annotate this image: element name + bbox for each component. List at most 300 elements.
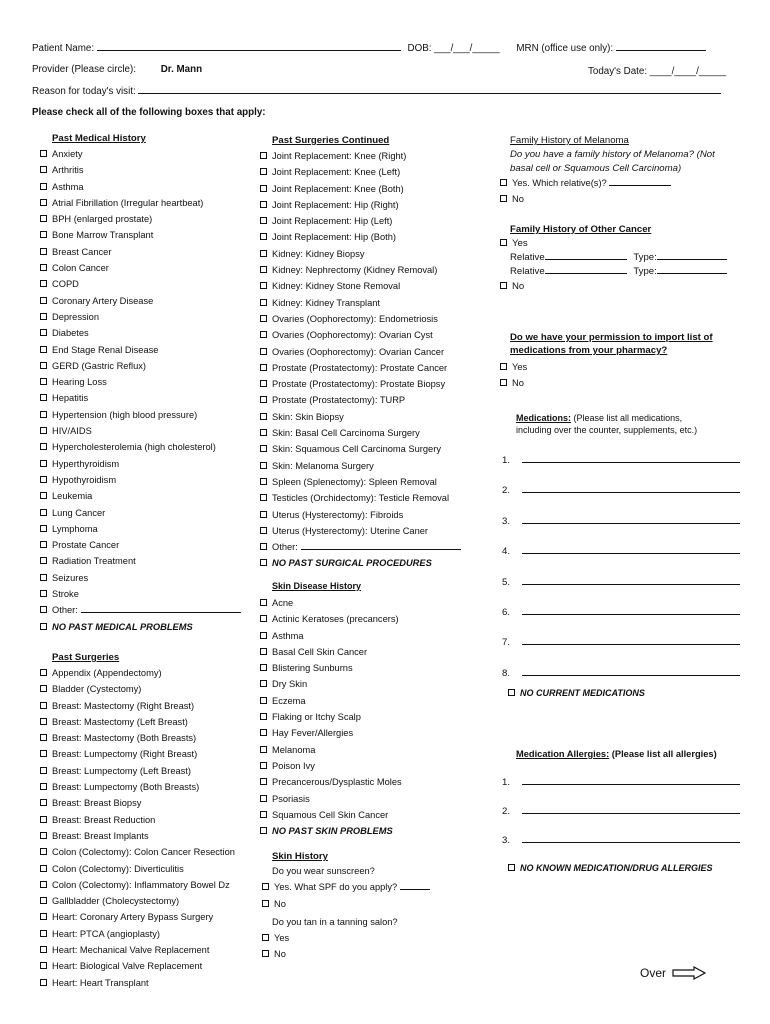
checkbox-label: Leukemia xyxy=(52,491,93,502)
allergies-line-2[interactable] xyxy=(502,806,740,817)
checkbox[interactable] xyxy=(40,476,47,483)
checkbox-item-prostate-cancer[interactable] xyxy=(40,537,241,553)
checkbox[interactable] xyxy=(40,443,47,450)
checkbox-label: Actinic Keratoses (precancers) xyxy=(272,614,399,625)
checkbox[interactable] xyxy=(40,702,47,709)
checkbox[interactable] xyxy=(40,734,47,741)
checkbox-item-diabetes[interactable] xyxy=(40,325,241,341)
checkbox-item-colon-colectomy-diverticulitis[interactable] xyxy=(40,861,235,877)
text-field[interactable] xyxy=(522,637,740,645)
past-medical-history-title: Past Medical History xyxy=(52,133,146,144)
checkbox[interactable] xyxy=(40,297,47,304)
checkbox[interactable] xyxy=(260,250,267,257)
checkbox-item-breast-lumpectomy-right-breast[interactable] xyxy=(40,746,235,762)
checkbox-item-heart-heart-transplant[interactable] xyxy=(40,975,235,991)
checkbox[interactable] xyxy=(260,429,267,436)
checkbox-item-hearing-loss[interactable] xyxy=(40,374,241,390)
line-number: 1. xyxy=(502,777,511,788)
checkbox-item-breast-mastectomy-right-breast[interactable] xyxy=(40,698,235,714)
mrn-label: MRN (office use only): xyxy=(516,43,614,54)
checkbox-label: Depression xyxy=(52,311,100,322)
past-surgeries-title: Past Surgeries xyxy=(52,652,120,663)
checkbox-item-breast-lumpectomy-left-breast[interactable] xyxy=(40,763,235,779)
checkbox[interactable] xyxy=(260,527,267,534)
checkbox-item-prostate-prostatectomy-turp[interactable] xyxy=(260,392,461,408)
relative-field-1[interactable] xyxy=(545,251,627,260)
allergies-line-3[interactable] xyxy=(502,835,740,846)
checkbox-label: Heart: Coronary Artery Bypass Surgery xyxy=(52,912,214,923)
family-other-cancer-no-option[interactable]: No xyxy=(500,279,727,295)
checkbox-label: Atrial Fibrillation (Irregular heartbeat) xyxy=(52,197,204,208)
sunscreen-yes-option[interactable]: Yes. What SPF do you apply? xyxy=(262,879,430,895)
checkbox-item-breast-breast-implants[interactable] xyxy=(40,828,235,844)
text-field[interactable] xyxy=(522,835,740,843)
checkbox-item-joint-replacement-knee-both[interactable] xyxy=(260,181,461,197)
skin-history-section xyxy=(272,851,328,862)
checkbox-item-joint-replacement-knee-left[interactable] xyxy=(260,164,461,180)
checkbox-item-kidney-kidney-biopsy[interactable] xyxy=(260,246,461,262)
over-indicator[interactable] xyxy=(640,966,706,980)
line-number: 1. xyxy=(502,455,511,466)
text-field[interactable] xyxy=(522,668,740,676)
checkbox-item-skin-skin-biopsy[interactable] xyxy=(260,409,461,425)
patient-name-field[interactable] xyxy=(97,42,401,51)
medications-title: Medications: xyxy=(516,413,572,423)
checkbox[interactable] xyxy=(40,750,47,757)
dob-field[interactable]: ___/___/_____ xyxy=(434,43,500,54)
medications-line-8[interactable] xyxy=(502,668,740,679)
checkbox[interactable] xyxy=(260,680,267,687)
checkbox-label: Breast: Breast Reduction xyxy=(52,814,156,825)
checkbox-item-kidney-nephrectomy-kidney-removal[interactable] xyxy=(260,262,461,278)
checkbox[interactable] xyxy=(500,282,507,289)
checkbox[interactable] xyxy=(260,282,267,289)
spf-field[interactable] xyxy=(400,881,430,890)
checkbox[interactable] xyxy=(40,718,47,725)
checkbox[interactable] xyxy=(262,900,269,907)
family-melanoma-section xyxy=(510,135,715,174)
checkbox-label: Breast: Lumpectomy (Right Breast) xyxy=(52,749,198,760)
other-option[interactable] xyxy=(40,602,241,618)
checkbox-label: Dry Skin xyxy=(272,679,308,690)
checkbox[interactable] xyxy=(508,689,515,696)
checkbox-item-joint-replacement-knee-right[interactable] xyxy=(260,148,461,164)
checkbox-label: Bladder (Cystectomy) xyxy=(52,684,142,695)
arrow-right-icon xyxy=(672,966,706,980)
checkbox-item-radiation-treatment[interactable] xyxy=(40,553,241,569)
text-field[interactable] xyxy=(522,485,740,493)
checkbox-item-heart-coronary-artery-bypass-surgery[interactable] xyxy=(40,909,235,925)
tanning-no-option[interactable]: No xyxy=(262,946,430,962)
checkbox[interactable] xyxy=(260,233,267,240)
checkbox-item-squamous-cell-skin-cancer[interactable] xyxy=(260,807,402,823)
checkbox[interactable] xyxy=(40,183,47,190)
checkbox-item-actinic-keratoses-precancers[interactable] xyxy=(260,611,402,627)
checkbox[interactable] xyxy=(40,590,47,597)
checkbox-item-hyperthyroidism[interactable] xyxy=(40,456,241,472)
reason-field[interactable] xyxy=(138,85,721,94)
checkbox-label: Joint Replacement: Knee (Right) xyxy=(272,151,407,161)
checkbox[interactable] xyxy=(260,664,267,671)
checkbox[interactable] xyxy=(260,762,267,769)
relative-field-2[interactable] xyxy=(545,265,627,274)
checkbox-item-blistering-sunburns[interactable] xyxy=(260,660,402,676)
checkbox-label: Skin: Skin Biopsy xyxy=(272,411,344,422)
relatives-field[interactable] xyxy=(609,177,671,186)
checkbox[interactable] xyxy=(40,329,47,336)
checkbox[interactable] xyxy=(40,509,47,516)
medications-line-4[interactable] xyxy=(502,546,740,557)
family-melanoma-title: Family History of Melanoma xyxy=(510,135,629,146)
checkbox-label: Asthma xyxy=(272,630,304,641)
pharmacy-yes-option[interactable]: Yes xyxy=(500,359,527,375)
checkbox-label: Breast: Mastectomy (Right Breast) xyxy=(52,700,195,711)
no-known-allergies-option[interactable]: NO KNOWN MEDICATION/DRUG ALLERGIES xyxy=(508,863,713,873)
checkbox[interactable] xyxy=(260,462,267,469)
checkbox[interactable] xyxy=(500,363,507,370)
medications-line-2[interactable] xyxy=(502,485,740,496)
checkbox[interactable] xyxy=(40,346,47,353)
checkbox[interactable] xyxy=(260,168,267,175)
checkbox[interactable] xyxy=(260,795,267,802)
checkbox-item-breast-mastectomy-left-breast[interactable] xyxy=(40,714,235,730)
checkbox[interactable] xyxy=(40,881,47,888)
line-number: 2. xyxy=(502,485,511,497)
checkbox[interactable] xyxy=(40,525,47,532)
checkbox-item-bladder-cystectomy[interactable] xyxy=(40,681,235,697)
checkbox-item-gallbladder-cholecystectomy[interactable] xyxy=(40,893,235,909)
checkbox-item-testicles-orchidectomy-testicle-removal[interactable] xyxy=(260,490,461,506)
checkbox[interactable] xyxy=(40,264,47,271)
checkbox[interactable] xyxy=(40,783,47,790)
other-option[interactable] xyxy=(260,539,461,555)
text-field[interactable] xyxy=(522,577,740,585)
checkbox-item-colon-colectomy-inflammatory-bowel-dz[interactable] xyxy=(40,877,235,893)
checkbox-item-seizures[interactable] xyxy=(40,570,241,586)
checkbox-item-kidney-kidney-transplant[interactable] xyxy=(260,295,461,311)
checkbox[interactable] xyxy=(260,729,267,736)
checkbox[interactable] xyxy=(260,827,267,834)
family-melanoma-yes-option[interactable]: Yes. Which relative(s)? xyxy=(500,175,671,191)
checkbox-item-colon-colectomy-colon-cancer-resection[interactable] xyxy=(40,844,235,860)
checkbox-item-spleen-splenectomy-spleen-removal[interactable] xyxy=(260,474,461,490)
checkbox-item-asthma[interactable] xyxy=(40,179,241,195)
checkbox-item-breast-cancer[interactable] xyxy=(40,244,241,260)
checkbox[interactable] xyxy=(40,231,47,238)
checkbox-item-arthritis[interactable] xyxy=(40,162,241,178)
checkbox-item-hiv-aids[interactable] xyxy=(40,423,241,439)
sunscreen-no-option[interactable]: No xyxy=(262,896,430,912)
checkbox-item-acne[interactable] xyxy=(260,595,402,611)
checkbox-item-colon-cancer[interactable] xyxy=(40,260,241,276)
checkbox-item-dry-skin[interactable] xyxy=(260,676,402,692)
other-field[interactable] xyxy=(301,541,461,550)
checkbox[interactable] xyxy=(260,632,267,639)
provider-name[interactable]: Dr. Mann xyxy=(160,64,203,75)
checkbox-label: Hypercholesterolemia (high cholesterol) xyxy=(52,442,216,453)
checkbox-label: Skin: Squamous Cell Carcinoma Surgery xyxy=(272,444,441,455)
checkbox[interactable] xyxy=(500,179,507,186)
text-field[interactable] xyxy=(522,546,740,554)
checkbox-item-breast-mastectomy-both-breasts[interactable] xyxy=(40,730,235,746)
checkbox-item-kidney-kidney-stone-removal[interactable] xyxy=(260,278,461,294)
checkbox[interactable] xyxy=(260,778,267,785)
checkbox[interactable] xyxy=(260,299,267,306)
checkbox[interactable] xyxy=(40,767,47,774)
checkbox-label: Coronary Artery Disease xyxy=(52,295,154,306)
checkbox[interactable] xyxy=(40,378,47,385)
checkbox[interactable] xyxy=(260,315,267,322)
checkbox[interactable] xyxy=(40,623,47,630)
medications-line-7[interactable] xyxy=(502,637,740,648)
checkbox[interactable] xyxy=(40,979,47,986)
checkbox-item-uterus-hysterectomy-fibroids[interactable] xyxy=(260,507,461,523)
checkbox-item-breast-breast-biopsy[interactable] xyxy=(40,795,235,811)
checkbox-label: Breast: Lumpectomy (Left Breast) xyxy=(52,765,191,776)
checkbox[interactable] xyxy=(40,799,47,806)
checkbox-item-heart-ptca-angioplasty[interactable] xyxy=(40,926,235,942)
checkbox[interactable] xyxy=(40,411,47,418)
checkbox[interactable] xyxy=(260,599,267,606)
checkbox-label: End Stage Renal Disease xyxy=(52,344,159,355)
allergies-section xyxy=(516,749,717,759)
checkbox[interactable] xyxy=(260,396,267,403)
checkbox-item-hypercholesterolemia-high-cholesterol[interactable] xyxy=(40,439,241,455)
checkbox-item-asthma[interactable] xyxy=(260,628,402,644)
checkbox-item-psoriasis[interactable] xyxy=(260,791,402,807)
text-field[interactable] xyxy=(522,806,740,814)
checkbox[interactable] xyxy=(260,511,267,518)
checkbox[interactable] xyxy=(40,557,47,564)
checkbox[interactable] xyxy=(260,746,267,753)
checkbox-label: Hepatitis xyxy=(52,393,89,404)
checkbox-label: Arthritis xyxy=(52,165,84,176)
checkbox[interactable] xyxy=(260,364,267,371)
checkbox[interactable] xyxy=(260,331,267,338)
checkbox-item-flaking-or-itchy-scalp[interactable] xyxy=(260,709,402,725)
checkbox[interactable] xyxy=(260,648,267,655)
checkbox-item-lung-cancer[interactable] xyxy=(40,505,241,521)
checkbox[interactable] xyxy=(40,150,47,157)
checkbox[interactable] xyxy=(40,248,47,255)
medications-line-5[interactable] xyxy=(502,577,740,588)
checkbox-label: GERD (Gastric Reflux) xyxy=(52,360,147,371)
checkbox-label: Gallbladder (Cholecystectomy) xyxy=(52,896,180,907)
checkbox-item-ovaries-oophorectomy-ovarian-cancer[interactable] xyxy=(260,344,461,360)
none-option[interactable] xyxy=(40,619,241,635)
checkbox-label: Prostate Cancer xyxy=(52,540,120,551)
checkbox-item-stroke[interactable] xyxy=(40,586,241,602)
checkbox[interactable] xyxy=(40,574,47,581)
none-option[interactable] xyxy=(260,823,402,839)
checkbox[interactable] xyxy=(40,199,47,206)
checkbox-item-appendix-appendectomy[interactable] xyxy=(40,665,235,681)
todays-date-field[interactable]: ____/____/_____ xyxy=(649,66,727,77)
checkbox[interactable] xyxy=(40,460,47,467)
text-field[interactable] xyxy=(522,516,740,524)
checkbox-item-gerd-gastric-reflux[interactable] xyxy=(40,358,241,374)
checkbox[interactable] xyxy=(40,394,47,401)
checkbox[interactable] xyxy=(40,166,47,173)
checkbox[interactable] xyxy=(262,950,269,957)
checkbox[interactable] xyxy=(40,669,47,676)
checkbox[interactable] xyxy=(260,185,267,192)
checkbox[interactable] xyxy=(40,685,47,692)
type-field-2[interactable] xyxy=(657,265,727,274)
checkbox[interactable] xyxy=(260,266,267,273)
medications-line-6[interactable] xyxy=(502,607,740,618)
provider-label: Provider (Please circle): xyxy=(32,64,136,75)
type-field-1[interactable] xyxy=(657,251,727,260)
patient-name-label: Patient Name: xyxy=(32,43,95,54)
checkbox[interactable] xyxy=(260,478,267,485)
checkbox-item-skin-basal-cell-carcinoma-surgery[interactable] xyxy=(260,425,461,441)
checkbox-item-skin-squamous-cell-carcinoma-surgery[interactable] xyxy=(260,441,461,457)
checkbox[interactable] xyxy=(260,201,267,208)
checkbox-item-ovaries-oophorectomy-endometriosis[interactable] xyxy=(260,311,461,327)
checkbox-item-joint-replacement-hip-right[interactable] xyxy=(260,197,461,213)
pharmacy-no-option[interactable]: No xyxy=(500,375,527,391)
checkbox-item-hypothyroidism[interactable] xyxy=(40,472,241,488)
checkbox-item-melanoma[interactable] xyxy=(260,742,402,758)
checkbox-item-skin-melanoma-surgery[interactable] xyxy=(260,458,461,474)
checkbox[interactable] xyxy=(40,280,47,287)
checkbox-item-basal-cell-skin-cancer[interactable] xyxy=(260,644,402,660)
line-number: 8. xyxy=(502,667,511,679)
checkbox-item-joint-replacement-hip-both[interactable] xyxy=(260,229,461,245)
checkbox[interactable] xyxy=(262,934,269,941)
family-other-cancer-yes-option[interactable]: Yes xyxy=(500,237,727,251)
checkbox-item-heart-biological-valve-replacement[interactable] xyxy=(40,958,235,974)
checkbox-item-coronary-artery-disease[interactable] xyxy=(40,293,241,309)
line-number: 3. xyxy=(502,515,511,527)
checkbox-item-poison-ivy[interactable] xyxy=(260,758,402,774)
checkbox[interactable] xyxy=(40,313,47,320)
other-field[interactable] xyxy=(81,604,241,613)
checkbox[interactable] xyxy=(262,883,269,890)
checkbox-item-hepatitis[interactable] xyxy=(40,390,241,406)
checkbox-label: Hypothyroidism xyxy=(52,474,117,485)
text-field[interactable] xyxy=(522,455,740,463)
checkbox[interactable] xyxy=(260,713,267,720)
checkbox-item-atrial-fibrillation-irregular-heartbeat[interactable] xyxy=(40,195,241,211)
checkbox-item-prostate-prostatectomy-prostate-biopsy[interactable] xyxy=(260,376,461,392)
text-field[interactable] xyxy=(522,607,740,615)
checkbox[interactable] xyxy=(260,559,267,566)
checkbox[interactable] xyxy=(40,897,47,904)
text-field[interactable] xyxy=(522,777,740,785)
checkbox[interactable] xyxy=(260,811,267,818)
family-melanoma-no-option[interactable]: No xyxy=(500,191,671,207)
checkbox-item-heart-mechanical-valve-replacement[interactable] xyxy=(40,942,235,958)
checkbox-label: COPD xyxy=(52,279,79,290)
checkbox-item-lymphoma[interactable] xyxy=(40,521,241,537)
checkbox[interactable] xyxy=(40,606,47,613)
checkbox[interactable] xyxy=(500,239,507,246)
checkbox[interactable] xyxy=(260,413,267,420)
checkbox-item-breast-breast-reduction[interactable] xyxy=(40,812,235,828)
checkbox-item-depression[interactable] xyxy=(40,309,241,325)
checkbox[interactable] xyxy=(508,864,515,871)
checkbox-item-uterus-hysterectomy-uterine-caner[interactable] xyxy=(260,523,461,539)
checkbox[interactable] xyxy=(40,865,47,872)
checkbox-item-hay-fever-allergies[interactable] xyxy=(260,725,402,741)
pharmacy-permission-title-1: Do we have your permission to import list of xyxy=(510,332,713,343)
checkbox[interactable] xyxy=(40,541,47,548)
checkbox-label: BPH (enlarged prostate) xyxy=(52,214,153,225)
checkbox[interactable] xyxy=(40,816,47,823)
tanning-yes-option[interactable]: Yes xyxy=(262,930,430,946)
checkbox[interactable] xyxy=(40,832,47,839)
checkbox-item-leukemia[interactable] xyxy=(40,488,241,504)
medications-line-1[interactable] xyxy=(502,455,740,466)
mrn-field[interactable] xyxy=(616,42,706,51)
checkbox[interactable] xyxy=(40,492,47,499)
checkbox[interactable] xyxy=(40,930,47,937)
no-current-medications-option[interactable]: NO CURRENT MEDICATIONS xyxy=(508,688,645,698)
checkbox-label: Acne xyxy=(272,598,294,608)
checkbox[interactable] xyxy=(260,697,267,704)
checkbox-label: Joint Replacement: Knee (Left) xyxy=(272,167,401,178)
checkbox[interactable] xyxy=(260,217,267,224)
checkbox-label: Prostate (Prostatectomy): Prostate Cancer xyxy=(272,362,448,373)
skin-disease-history-title: Skin Disease History xyxy=(272,581,362,591)
checkbox-item-end-stage-renal-disease[interactable] xyxy=(40,342,241,358)
checkbox-label: Basal Cell Skin Cancer xyxy=(272,646,368,657)
checkbox[interactable] xyxy=(40,848,47,855)
checkbox-item-copd[interactable] xyxy=(40,276,241,292)
checkbox-item-breast-lumpectomy-both-breasts[interactable] xyxy=(40,779,235,795)
checkbox-item-bph-enlarged-prostate[interactable] xyxy=(40,211,241,227)
checkbox-label: Hyperthyroidism xyxy=(52,458,120,469)
checkbox-item-hypertension-high-blood-pressure[interactable] xyxy=(40,407,241,423)
checkbox-item-precancerous-dysplastic-moles[interactable] xyxy=(260,774,402,790)
checkbox[interactable] xyxy=(260,615,267,622)
line-number: 2. xyxy=(502,806,511,817)
checkbox[interactable] xyxy=(500,195,507,202)
checkbox[interactable] xyxy=(40,362,47,369)
checkbox[interactable] xyxy=(260,380,267,387)
checkbox[interactable] xyxy=(40,913,47,920)
checkbox-item-joint-replacement-hip-left[interactable] xyxy=(260,213,461,229)
checkbox[interactable] xyxy=(260,348,267,355)
checkbox-label: Ovaries (Oophorectomy): Ovarian Cyst xyxy=(272,330,433,341)
none-option[interactable] xyxy=(260,555,461,571)
checkbox-label: Skin: Melanoma Surgery xyxy=(272,460,374,471)
checkbox[interactable] xyxy=(260,494,267,501)
allergies-line-1[interactable] xyxy=(502,777,740,788)
checkbox[interactable] xyxy=(40,427,47,434)
checkbox[interactable] xyxy=(40,215,47,222)
checkbox[interactable] xyxy=(260,152,267,159)
checkbox[interactable] xyxy=(260,543,267,550)
checkbox[interactable] xyxy=(40,946,47,953)
checkbox-label: Testicles (Orchidectomy): Testicle Removal xyxy=(272,493,450,504)
checkbox-item-ovaries-oophorectomy-ovarian-cyst[interactable] xyxy=(260,327,461,343)
checkbox-label: Precancerous/Dysplastic Moles xyxy=(272,777,402,788)
checkbox-label: Joint Replacement: Hip (Right) xyxy=(272,199,399,210)
checkbox[interactable] xyxy=(260,445,267,452)
checkbox-item-eczema[interactable] xyxy=(260,693,402,709)
checkbox-label: Uterus (Hysterectomy): Uterine Caner xyxy=(272,525,429,536)
medications-line-3[interactable] xyxy=(502,516,740,527)
skin-disease-history-list xyxy=(260,595,402,839)
checkbox-item-bone-marrow-transplant[interactable] xyxy=(40,227,241,243)
checkbox[interactable] xyxy=(40,962,47,969)
checkbox[interactable] xyxy=(500,379,507,386)
checkbox-item-prostate-prostatectomy-prostate-cancer[interactable] xyxy=(260,360,461,376)
checkbox-item-anxiety[interactable] xyxy=(40,146,241,162)
